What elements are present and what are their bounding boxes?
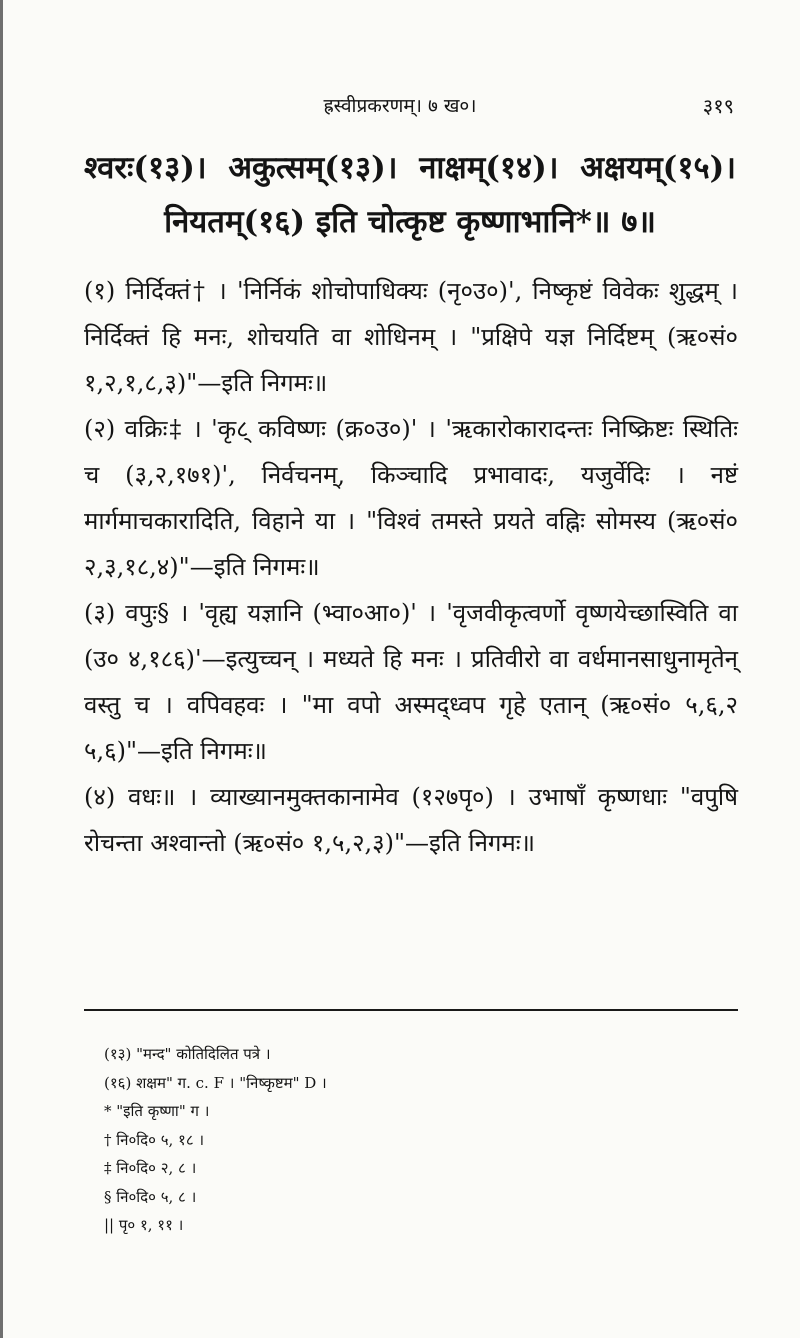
running-header (0, 92, 800, 122)
footnote-2: (१६) शक्षम" ग. c. F । "निष्कृष्टम" D । (104, 1073, 327, 1092)
footnote-3: * "इति कृष्णा" ग । (104, 1102, 210, 1120)
page-left-edge (0, 0, 3, 1338)
footnotes (104, 1040, 734, 1240)
heading-line-2: नियतम्(१६) इति चोत्कृष्ट कृष्णाभानि*॥ ७॥ (164, 204, 656, 240)
page-number: ३१९ (702, 94, 734, 118)
heading-line-1: श्वरः(१३)। अकुत्सम्(१३)। नाक्षम्(१४)। अक्षयम्(१५)। (84, 150, 736, 186)
paragraph-3: (३) वपुः§ । 'वृह्य यज्ञानि (भ्वा०आ०)' । 'वृजवीकृत्वर्णो वृष्णयेच्छास्विति वा (उ० ४,१८६)'—इत्युच्चन् । मध्यते हि मनः । प्रतिवीरो वा वर्धमानसाधुनामृतेन् वस्तु च । वपिवहवः । "मा वपो अस्मद्ध्वप गृहे एतान् (ऋ०सं० ५,६,२ ५,६)"—इति निगमः॥ (84, 599, 738, 765)
footnote-1: (१३) "मन्द" कोतिदिलित पत्रे । (104, 1045, 271, 1063)
footnote-divider (84, 1009, 738, 1011)
running-title: ह्रस्वीप्रकरणम्। ७ ख०। (323, 95, 477, 117)
footnote-6: § नि०दि० ५, ८ । (104, 1187, 197, 1206)
paragraph-2: (२) वक्रिः‡ । 'कृ८् कविष्णः (क्र०उ०)' । 'ऋकारोकारादन्तः निष्क्रिष्टः स्थितिः च (३,२,१७१)', निर्वचनम्, किञ्चादि प्रभावादः, यजुर्वेदिः । नष्टं मार्गमाचकारादिति, विहाने या । "विश्वं तमस्ते प्रयते वह्निः सोमस्य (ऋ०सं० २,३,१८,४)"—इति निगमः॥ (84, 415, 738, 581)
footnote-5: ‡ नि०दि० २, ८ । (104, 1159, 197, 1177)
paragraph-4: (४) वधः॥ । व्याख्यानमुक्तकानामेव (१२७पृ०) । उभाषाँ कृष्णधाः "वपुषि रोचन्ता अश्वान्तो (ऋ०सं० १,५,२,३)"—इति निगमः॥ (84, 783, 738, 857)
footnote-4: † नि०दि० ५, १८ । (104, 1130, 205, 1149)
footnote-7: || पृ० १, ११ । (104, 1216, 184, 1234)
paragraph-1: (१) निर्दिक्तं† । 'निर्निकं शोचोपाधिक्यः (नृ०उ०)', निष्कृष्टं विवेकः शुद्धम् । निर्दिक्तं हि मनः, शोचयति वा शोधिनम् । "प्रक्षिपे यज्ञ निर्दिष्टम् (ऋ०सं० १,२,१,८,३)"—इति निगमः॥ (84, 277, 738, 397)
commentary-body (84, 268, 738, 866)
